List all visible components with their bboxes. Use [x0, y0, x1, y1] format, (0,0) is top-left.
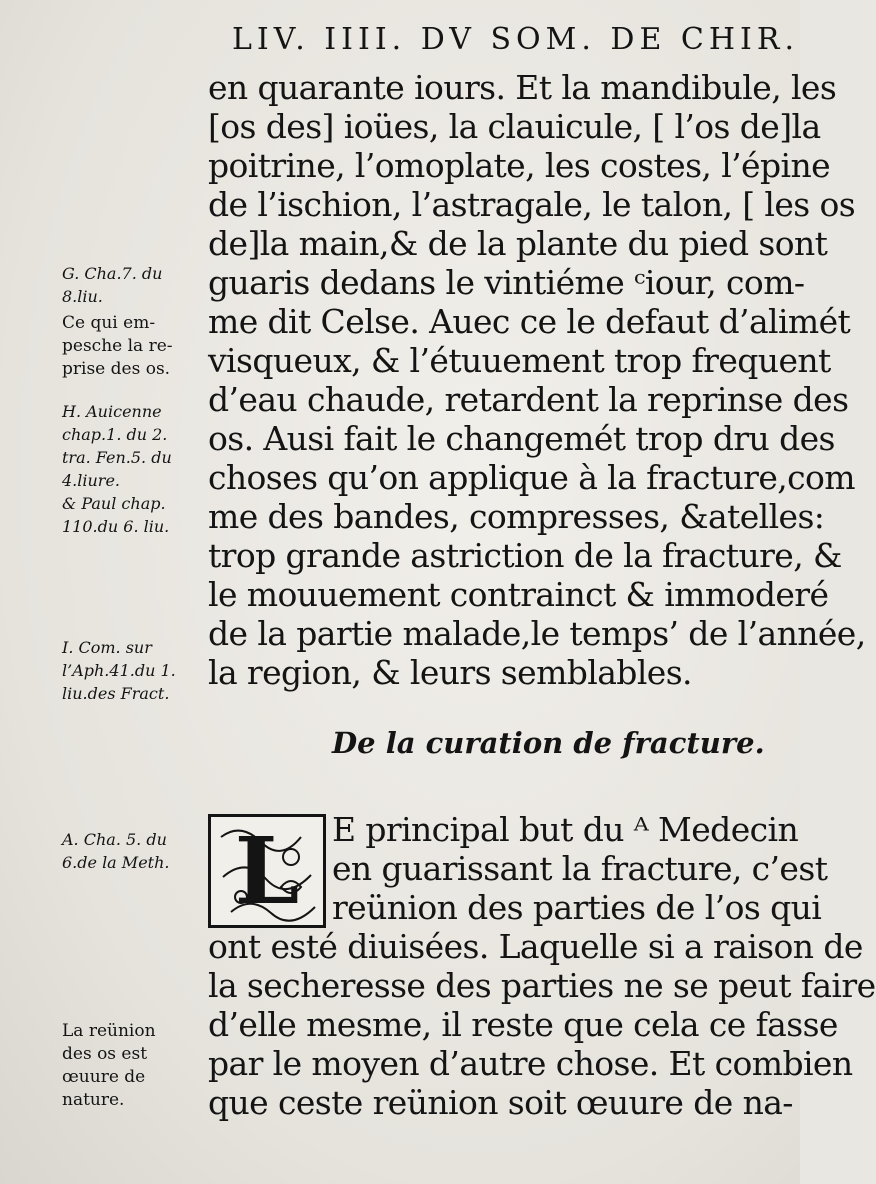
margin-note-line: l’Aph.41.du 1.: [62, 661, 176, 680]
margin-note: [62, 1020, 204, 1112]
margin-note-line: G. Cha.7. du: [62, 264, 163, 283]
text-line: en guarissant la fracture, c’est: [332, 849, 828, 888]
text-line: la secheresse des parties ne se peut faire: [208, 966, 876, 1005]
margin-note-line: H. Auicenne: [62, 402, 162, 421]
section-heading: De la curation de fracture.: [332, 726, 765, 760]
text-line: la region, & leurs semblables.: [208, 653, 692, 692]
margin-note-line: 8.liu.: [62, 287, 103, 306]
margin-note: [62, 312, 204, 381]
margin-note-line: liu.des Fract.: [62, 684, 170, 703]
margin-note-line: chap.1. du 2.: [62, 425, 168, 444]
text-line: os. Ausi fait le changemét trop dru des: [208, 419, 835, 458]
margin-note-line: La reünion: [62, 1021, 156, 1041]
margin-note-line: 4.liure.: [62, 471, 121, 490]
margin-note-line: Ce qui em-: [62, 313, 156, 333]
margin-note: [62, 262, 204, 308]
text-line: d’eau chaude, retardent la reprinse des: [208, 380, 849, 419]
margin-note-line: 6.de la Meth.: [62, 853, 170, 872]
text-line: en quarante iours. Et la mandibule, les: [208, 68, 837, 107]
text-line: d’elle mesme, il reste que cela ce fasse: [208, 1005, 838, 1044]
text-line: ont esté diuisées. Laquelle si a raison de: [208, 927, 863, 966]
text-line: me dit Celse. Auec ce le defaut d’alimét: [208, 302, 851, 341]
margin-note-line: nature.: [62, 1090, 125, 1110]
drop-cap-letter: L: [234, 817, 300, 925]
text-line: E principal but du ᴬ Medecin: [332, 810, 799, 849]
text-line: trop grande astriction de la fracture, &: [208, 536, 842, 575]
text-line: reünion des parties de l’os qui: [332, 888, 822, 927]
text-line: choses qu’on applique à la fracture,com: [208, 458, 855, 497]
text-line: visqueux, & l’étuuement trop frequent: [208, 341, 831, 380]
text-line: le mouuement contrainct & immoderé: [208, 575, 829, 614]
margin-note: [62, 828, 204, 874]
margin-note-line: tra. Fen.5. du: [62, 448, 172, 467]
margin-note-line: & Paul chap.: [62, 494, 166, 513]
margin-note-line: prise des os.: [62, 359, 171, 379]
margin-note: [62, 400, 204, 538]
body-text: [208, 68, 866, 692]
margin-note-line: pesche la re-: [62, 336, 173, 356]
margin-note-line: I. Com. sur: [62, 638, 152, 657]
text-line: de la partie malade,le temps’ de l’année,: [208, 614, 866, 653]
text-line: de]la main,& de la plante du pied sont: [208, 224, 828, 263]
margin-note-line: œuure de: [62, 1067, 146, 1087]
text-line: par le moyen d’autre chose. Et combien: [208, 1044, 853, 1083]
running-head: LIV. IIII. DV SOM. DE CHIR.: [232, 22, 799, 57]
margin-note-line: 110.du 6. liu.: [62, 517, 170, 536]
text-line: [os des] ioües, la clauicule, [ l’os de]la: [208, 107, 821, 146]
margin-note: [62, 636, 204, 705]
margin-note-line: A. Cha. 5. du: [62, 830, 167, 849]
text-line: me des bandes, compresses, &atelles:: [208, 497, 825, 536]
text-line: que ceste reünion soit œuure de na-: [208, 1083, 793, 1122]
text-line: poitrine, l’omoplate, les costes, l’épine: [208, 146, 831, 185]
text-line: guaris dedans le vintiéme ᶜiour, com-: [208, 263, 805, 302]
margin-note-line: des os est: [62, 1044, 148, 1064]
text-line: de l’ischion, l’astragale, le talon, [ les os: [208, 185, 856, 224]
